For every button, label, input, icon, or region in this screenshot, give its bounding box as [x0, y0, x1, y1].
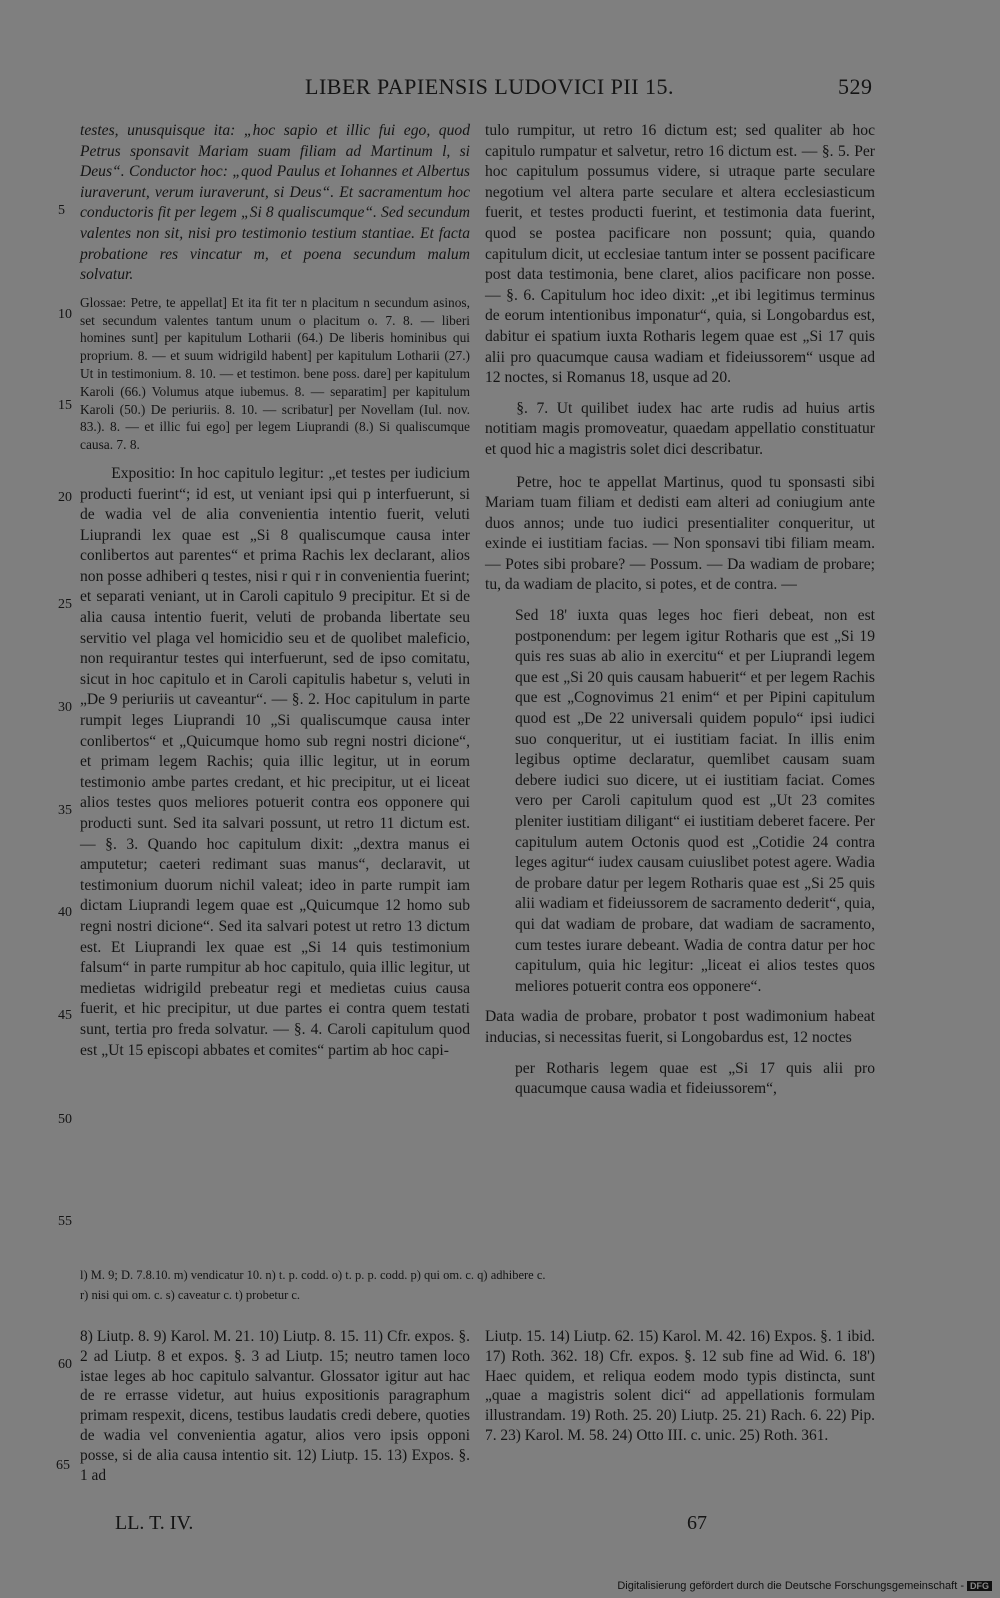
- expositio-text: Expositio: In hoc capitulo legitur: „et testes per iudicium producti fuerint“; id est, ut veniant ipsi qui p interfuerunt, si de wadia vel de alia convenientia intentio fuerit, veluti Liuprandi lex quae est „Si 8 qualiscumque causa inter conlibertos aut parentes“ et prima Rachis lex declarant, alios non posse adhiberi q testes, nisi r qui r in convenientia fuerint; et separati veniant, ut in Caroli capitulo 9 precipitur. Et si de alia causa intentio fuerit, veluti de probanda libertate seu servitio vel plaga vel homicidio seu et de quolibet maleficio, non requirantur testes qui interfuerunt, sed de ipso comitatu, sicut in hoc capitulo et in Caroli capitulis habetur s, veluti in „De 9 periuriis ut caveantur“. — §. 2. Hoc capitulum in parte rumpit leges Liuprandi 10 „Si qualiscumque causa inter conlibertos“ et „Quicumque homo sub regni nostri dicione“, et primam legem Rachis; quia illic legitur, ut in eorum testimonio ambe partes credant, et hic precipitur, ut ei liceat alios testes quos meliores potuerit contra eos opponere qui producti sunt. Sed ita salvari possunt, ut retro 11 dictum est. — §. 3. Quando hoc capitulum dixit: „dextra manus ei amputetur; caeteri redimant suas manus“, declaravit, ut testimonium duorum nichil valeat; ideo in parte rumpit iam dictam Liuprandi legem quae est „Quicumque 12 homo sub regni nostri dicione“. Sed ita salvari potest ut retro 13 dictum est. Et Liuprandi lex quae est „Si 14 quis testimonium falsum“ in parte rumpitur ab hoc capitulo, quia illic legitur, ut medietas widrigild prebeatur regi et medietas cuius causa fuerit, et hic precipitur, ut due partes ei contra quem testati sunt, tertia pro freda solvatur. — §. 4. Caroli capitulum quod est „Ut 15 episcopi abbates et comites“ partim ab hoc capi-: [80, 464, 470, 1059]
- right-text-2: §. 7. Ut quilibet iudex hac arte rudis ad huius artis notitiam magis promoveatur, quaedam appellatio constituatur et quod hic a magistris solet dici describatur.: [485, 399, 875, 458]
- apparatus-line: r) nisi qui om. c. s) caveatur c. t) probetur c.: [80, 1288, 301, 1302]
- left-italic-text: testes, unusquisque ita: „hoc sapio et illic fui ego, quod Petrus sponsavit Mariam suam filiam ad Martinum l, si Deus“. Conductor hoc: „quod Paulus et Iohannes et Albertus iuraverunt, verum iuraverunt, si Deus“. Et sacramentum hoc conductoris fit per legem „Si 8 qualiscumque“. Sed secundum valentes non sit, nisi pro testimonio testium stantiae. Et facta probatione res vincatur m, et poena secundum malum solvatur.: [80, 122, 470, 284]
- right-text-6: per Rotharis legem quae est „Si 17 quis alii pro quacumque causa wadia et fideiussorem“,: [515, 1059, 875, 1098]
- line-number: 50: [58, 1112, 72, 1127]
- critical-apparatus: [80, 1265, 880, 1305]
- line-number: 45: [58, 1008, 72, 1023]
- line-number: 15: [58, 398, 72, 413]
- dfg-logo-icon: DFG: [967, 1581, 992, 1591]
- line-number: 30: [58, 700, 72, 715]
- line-number: 55: [58, 1214, 72, 1229]
- right-text-4: Sed 18' iuxta quas leges hoc fieri debeat, non est postponendum: per legem igitur Rotharis que est „Si 19 quis res suas ab alio in exercitu“ et per Liuprandi legem que est „Si 20 quis causam habuerit“ et per legem Rachis que est „Cognovimus 21 enim“ et per Pipini capitulum quod est „De 22 universali quidem populo“ ipsi iudici suo conqueritur, ut ei iustitiam faciat. In illis enim legibus optime declaratur, quemlibet causam suam debere iudici suo dicere, ut ei iustitiam faciat. Comes vero per Caroli capitulum quod est „Ut 23 comites pleniter iustitiam diligant“ ei iustitiam deberet facere. Per capitulum autem Octonis quod est „Cotidie 24 contra leges agitur“ iudex causam cuiuslibet potest agere. Wadia de probare datur per legem Rotharis quae est „Si 25 quis alii wadiam et fideiussorem de sacramento dederit“, quia, qui dat wadiam de probare, dat wadiam de sacramento, cum testes iurare debeant. Wadia de contra datur per hoc capitulum, quia hic legitur: „liceat ei alios testes quos meliores potuerit contra eos opponere“.: [515, 607, 875, 995]
- line-number: 40: [58, 905, 72, 920]
- left-column: [80, 121, 470, 1061]
- line-number: 20: [58, 490, 72, 505]
- right-text-1: tulo rumpitur, ut retro 16 dictum est; sed qualiter ab hoc capitulo rumpatur et salvetur, retro 16 dictum est. — §. 5. Per hoc capitulum possumus videre, si utraque parte seculare negotium vel altera parte seculare et altera ecclesiasticum fuerit, et testes producti fuerint, et testimonia data fuerint, quod se postea pacificare non possunt; quia, quando capitulum dicit, ut ecclesiae tantum inter se possent pacificare post data testimonia, bene claret, alios pacificare non posse. — §. 6. Capitulum hoc ideo dixit: „et ibi legitimus terminus de eorum intentionibus imponatur“, quia, si Longobardus est, dabitur ei spatium iuxta Rotharis legem quae est „Si 17 quis alii pro quacumque causa wadiam et fideiussorem“ usque ad 12 noctes, si Romanus 18, usque ad 20.: [485, 122, 875, 387]
- line-number: 25: [58, 597, 72, 612]
- footnotes-left: 8) Liutp. 8. 9) Karol. M. 21. 10) Liutp. 8. 15. 11) Cfr. expos. §. 2 ad Liutp. 8 et expos. §. 3 ad Liutp. 15; neutro tamen loco istae leges ab hoc capitulo salvantur. Glossator igitur aut hac de re errasse videtur, aut huius expositionis paragraphum primam respexit, dicens, testibus laudatis credi debere, quoties de wadia vel convenientia agatur, alios vero ipsis opponi posse, si de alia causa intentio sit. 12) Liutp. 15. 13) Expos. §. 1 ad: [80, 1328, 470, 1484]
- line-number: 5: [58, 203, 65, 218]
- right-text-5: Data wadia de probare, probator t post wadimonium habeat inducias, si necessitas fuerit, si Longobardus est, 12 noctes: [485, 1008, 875, 1046]
- banner-text: Digitalisierung gefördert durch die Deutsche Forschungsgemeinschaft -: [617, 1580, 964, 1592]
- line-number: 65: [56, 1458, 70, 1473]
- right-text-3: Petre, hoc te appellat Martinus, quod tu sponsasti sibi Mariam tuam filiam et dedisti eam alteri ad coniugium ante duos annos; unde tuo iudici presentialiter conqueritur, ut exinde ei iustitiam facias. — Non sponsavi tibi filiam meam. — Potes sibi probare? — Possum. — Da wadiam de probare; tu, da wadiam de placito, si potes, et de contra. —: [485, 473, 875, 594]
- apparatus-line: l) M. 9; D. 7.8.10. m) vendicatur 10. n) t. p. codd. o) t. p. p. codd. p) qui om. c. q) adhibere c.: [80, 1268, 546, 1282]
- volume-signature: LL. T. IV.: [115, 1512, 194, 1534]
- sheet-signature: 67: [687, 1512, 707, 1534]
- line-number: 10: [58, 307, 72, 322]
- line-number: 60: [58, 1357, 72, 1372]
- digitization-banner: [617, 1580, 992, 1592]
- footnotes-right: Liutp. 15. 14) Liutp. 62. 15) Karol. M. 42. 16) Expos. §. 1 ibid. 17) Roth. 362. 18) Cfr. expos. §. 12 sub fine ad Wid. 6. 18') Haec quidem, et reliqua eodem modo typis distincta, sunt „quae a magistris solent dici“ ad appellationis formulam illustrandam. 19) Roth. 25. 20) Liutp. 25. 21) Rach. 6. 22) Pip. 7. 23) Karol. M. 58. 24) Otto III. c. unic. 25) Roth. 361.: [485, 1328, 875, 1444]
- page-number: 529: [838, 74, 873, 99]
- running-title: LIBER PAPIENSIS LUDOVICI PII 15.: [305, 74, 675, 99]
- right-column: [485, 121, 875, 1100]
- glossae-text: Glossae: Petre, te appellat] Et ita fit ter n placitum n secundum asinos, set secundum valentes tantum unum o placitum o. 7. 8. — liberi homines sunt] per kapitulum Lotharii (64.) De liberis hominibus qui proprium. 8. — et suum widrigild habent] per kapitulum Lotharii (27.) Ut in testimonium. 8. 10. — et testimon. bene poss. dare] per kapitulum Karoli (66.) Volumus atque iubemus. 8. — separatim] per kapitulum Karoli (50.) De periuriis. 8. 10. — scribatur] per Novellam (Iul. nov. 83.). 8. — et illic fui ego] per legem Liuprandi (8.) Si qualiscumque causa. 7. 8.: [80, 294, 470, 453]
- line-number: 35: [58, 803, 72, 818]
